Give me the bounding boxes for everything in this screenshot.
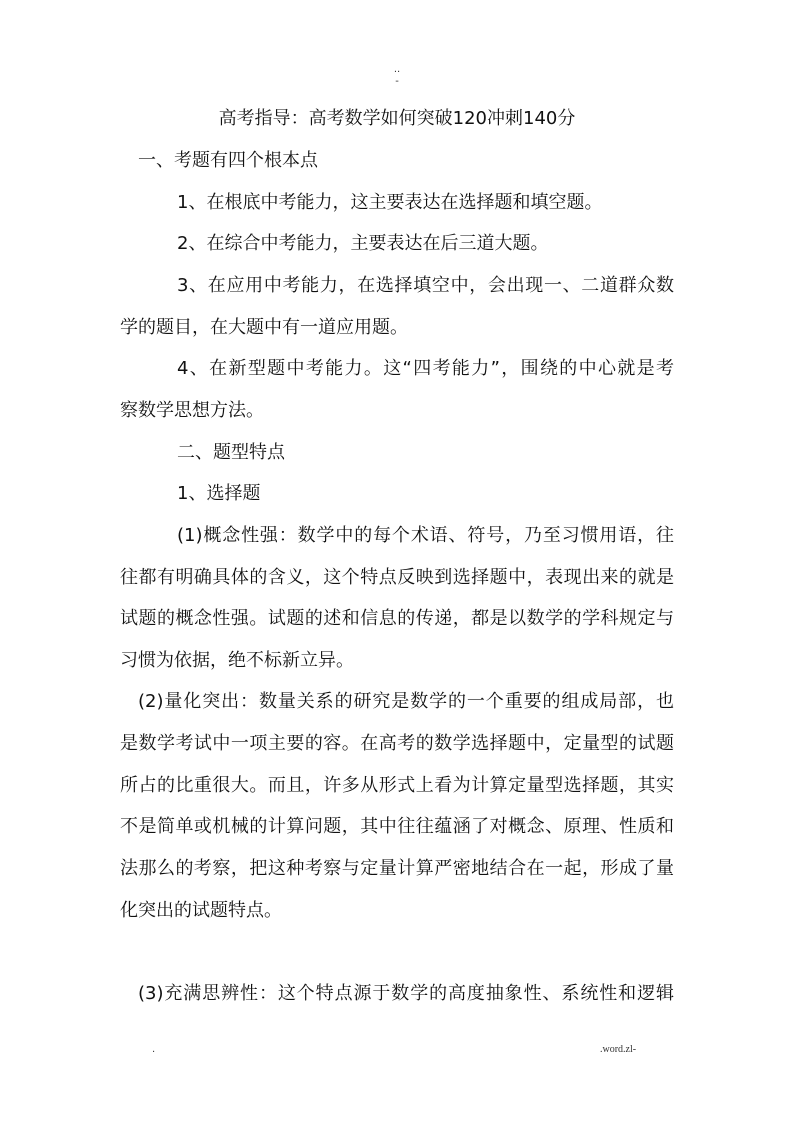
- list-item-4-line-1: 4、在新型题中考能力。这“四考能力”，围绕的中心就是考: [177, 358, 674, 379]
- list-item-3-line-2: 学的题目，在大题中有一道应用题。: [120, 317, 408, 338]
- list-item-1: 1、在根底中考能力，这主要表达在选择题和填空题。: [177, 192, 603, 213]
- page-header-mark: .. -: [393, 64, 401, 87]
- list-item-3-line-1: 3、在应用中考能力，在选择填空中，会出现一、二道群众数: [177, 275, 674, 296]
- subsection-heading-choice: 1、选择题: [177, 483, 261, 504]
- list-item-2: 2、在综合中考能力，主要表达在后三道大题。: [177, 233, 549, 254]
- section-heading-1: 一、考题有四个根本点: [138, 150, 318, 171]
- footer-right-mark: .word.zl-: [600, 1044, 637, 1055]
- paragraph-2-line-1: (2)量化突出：数量关系的研究是数学的一个重要的组成局部，也: [138, 691, 674, 712]
- paragraph-2-line-4: 不是简单或机械的计算问题，其中往往蕴涵了对概念、原理、性质和: [120, 816, 674, 837]
- list-item-4-line-2: 察数学思想方法。: [120, 400, 264, 421]
- document-title: 高考指导：高考数学如何突破120冲刺140分: [218, 108, 576, 129]
- paragraph-1-line-4: 习惯为依据，绝不标新立异。: [120, 650, 354, 671]
- paragraph-3-line-1: (3)充满思辨性：这个特点源于数学的高度抽象性、系统性和逻辑: [138, 983, 674, 1004]
- paragraph-1-line-3: 试题的概念性强。试题的述和信息的传递，都是以数学的学科规定与: [120, 608, 674, 629]
- paragraph-2-line-6: 化突出的试题特点。: [120, 900, 282, 921]
- section-heading-2: 二、题型特点: [177, 442, 285, 463]
- paragraph-2-line-3: 所占的比重很大。而且，许多从形式上看为计算定量型选择题，其实: [120, 775, 674, 796]
- paragraph-1-line-2: 往都有明确具体的含义，这个特点反映到选择题中，表现出来的就是: [120, 567, 674, 588]
- paragraph-2-line-5: 法那么的考察，把这种考察与定量计算严密地结合在一起，形成了量: [120, 858, 674, 879]
- paragraph-1-line-1: (1)概念性强：数学中的每个术语、符号，乃至习惯用语，往: [177, 525, 674, 546]
- paragraph-2-line-2: 是数学考试中一项主要的容。在高考的数学选择题中，定量型的试题: [120, 733, 674, 754]
- footer-left-mark: .: [152, 1044, 156, 1055]
